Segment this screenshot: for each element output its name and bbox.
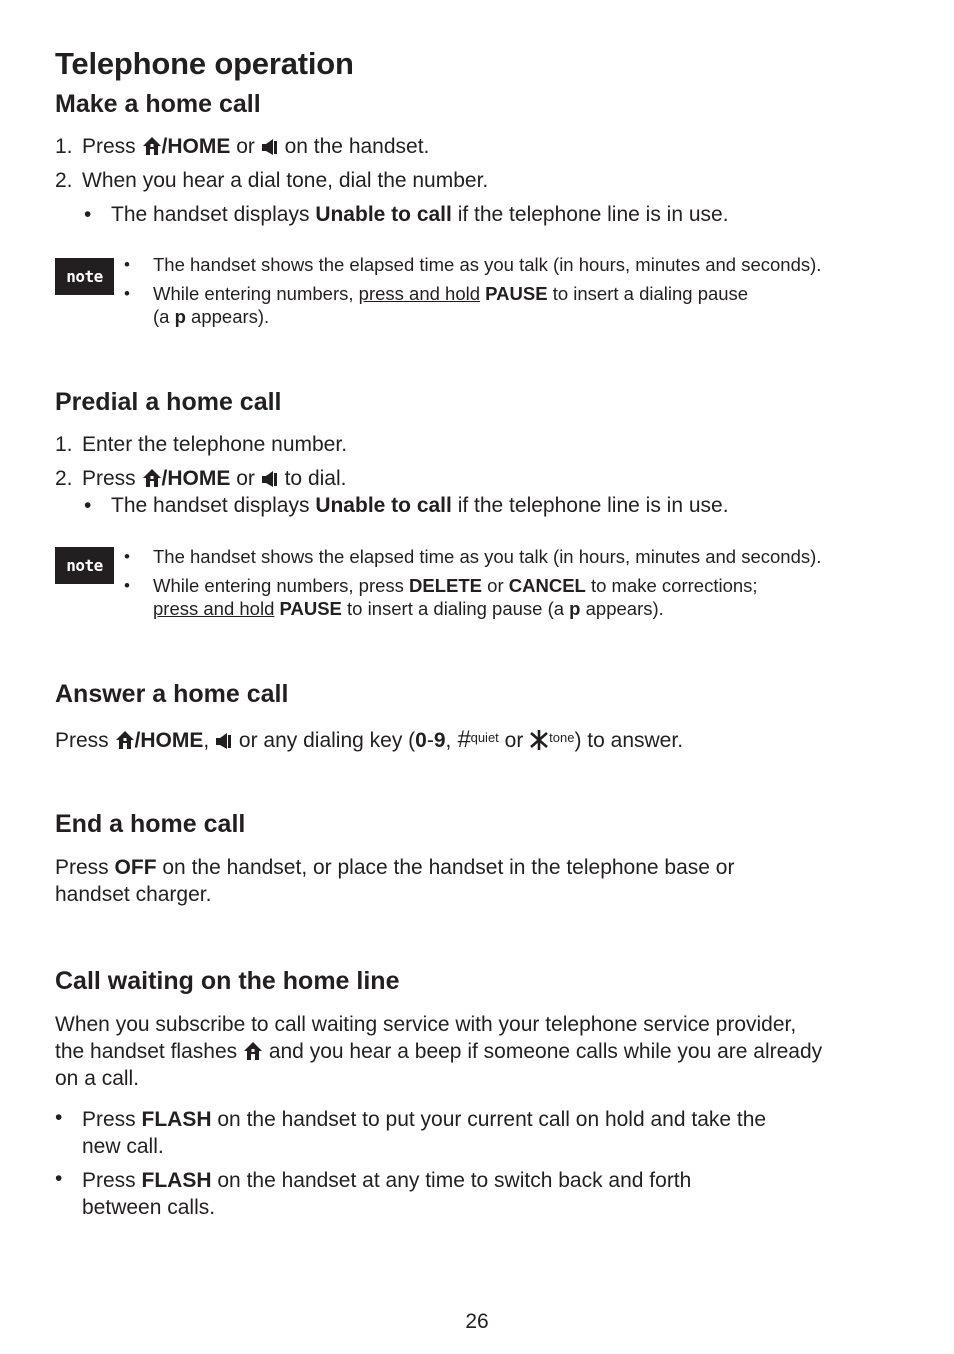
waiting-p-line1: When you subscribe to call waiting service with your telephone service provider,	[55, 1013, 797, 1036]
waiting-b2-dot: •	[55, 1167, 63, 1190]
make-note2-l2-bold: p	[174, 306, 186, 327]
make-bullet-post: if the telephone line is in use.	[457, 203, 729, 226]
predial-bullet-pre: The handset displays	[111, 494, 310, 517]
page-number: 26	[465, 1310, 489, 1333]
make-step1-home: /HOME	[161, 135, 231, 158]
make-note2-underline: press and hold	[358, 283, 481, 304]
predial-note2-line2	[153, 597, 664, 620]
answer-or: or	[504, 729, 524, 752]
answer-home: /HOME	[134, 729, 204, 752]
make-note2-dot: •	[124, 284, 130, 303]
answer-comma2: ,	[445, 729, 452, 752]
predial-step2-end: to dial.	[284, 467, 347, 490]
make-note1-dot: •	[124, 255, 130, 274]
make-bullet	[111, 203, 729, 227]
waiting-b1-dot: •	[55, 1106, 63, 1129]
home-icon	[115, 730, 135, 757]
predial-bullet	[111, 494, 729, 518]
predial-step2-press: Press	[82, 467, 136, 490]
make-step1-number: 1.	[55, 135, 73, 158]
make-note2-pre: While entering numbers,	[153, 283, 354, 304]
make-note2-l2-pre: (a	[153, 306, 170, 327]
predial-step1-number: 1.	[55, 433, 73, 456]
speaker-icon	[215, 730, 233, 757]
answer-key-0: 0	[415, 729, 427, 752]
waiting-heading: Call waiting on the home line	[55, 967, 400, 995]
answer-press: Press	[55, 729, 109, 752]
predial-step2	[82, 467, 346, 494]
make-step1-press: Press	[82, 135, 136, 158]
waiting-b2-post: on the handset at any time to switch back and forth	[217, 1169, 692, 1192]
predial-step2-or: or	[236, 467, 255, 490]
waiting-b2-flash: FLASH	[141, 1169, 212, 1192]
predial-bullet-dot: •	[84, 494, 92, 517]
make-step2: When you hear a dial tone, dial the number.	[82, 169, 489, 192]
make-note-badge: note	[55, 258, 114, 295]
predial-bullet-post: if the telephone line is in use.	[457, 494, 729, 517]
predial-bullet-bold: Unable to call	[315, 494, 452, 517]
end-heading: End a home call	[55, 810, 246, 838]
make-call-heading: Make a home call	[55, 90, 261, 118]
make-note2-line2	[153, 305, 269, 328]
waiting-b1-flash: FLASH	[141, 1108, 212, 1131]
make-bullet-pre: The handset displays	[111, 203, 310, 226]
make-step1-or: or	[236, 135, 255, 158]
make-step1	[82, 135, 429, 162]
end-l1-post: on the handset, or place the handset in the telephone base or	[162, 856, 735, 879]
make-step1-end: on the handset.	[284, 135, 430, 158]
waiting-b1-line2: new call.	[82, 1135, 164, 1158]
predial-step1: Enter the telephone number.	[82, 433, 348, 456]
home-icon	[243, 1041, 263, 1068]
predial-note2-or: or	[487, 575, 504, 596]
predial-note2-l2-p: p	[569, 598, 581, 619]
end-line2: handset charger.	[55, 883, 212, 906]
predial-heading: Predial a home call	[55, 388, 282, 416]
star-key-icon	[529, 730, 549, 757]
make-bullet-bold: Unable to call	[315, 203, 452, 226]
predial-note2-l2-underline: press and hold	[153, 598, 275, 619]
make-note2	[153, 282, 748, 305]
make-note1: The handset shows the elapsed time as you talk (in hours, minutes and seconds).	[153, 254, 822, 275]
predial-note2-delete: DELETE	[409, 575, 483, 596]
predial-note2-pre: While entering numbers, press	[153, 575, 404, 596]
waiting-b1	[82, 1106, 766, 1133]
predial-note2-l2-pause: PAUSE	[279, 598, 342, 619]
waiting-p-l2-post: and you hear a beep if someone calls while you are already	[268, 1040, 823, 1063]
end-off: OFF	[114, 856, 157, 879]
speaker-icon	[261, 470, 279, 494]
hash-key-icon: #	[457, 726, 471, 753]
answer-heading: Answer a home call	[55, 680, 289, 708]
predial-note1-dot: •	[124, 547, 130, 566]
waiting-b2-line2: between calls.	[82, 1196, 216, 1219]
speaker-icon	[261, 138, 279, 162]
end-line1	[55, 854, 734, 881]
predial-note1: The handset shows the elapsed time as you talk (in hours, minutes and seconds).	[153, 546, 822, 567]
make-note2-post: to insert a dialing pause	[552, 283, 749, 304]
make-bullet-dot: •	[84, 203, 92, 226]
answer-mid: or any dialing key (	[238, 729, 416, 752]
answer-dash: -	[426, 729, 434, 752]
make-step2-number: 2.	[55, 169, 73, 192]
home-icon	[142, 468, 162, 494]
waiting-p-l2-pre: the handset flashes	[55, 1040, 238, 1063]
answer-quiet: quiet	[470, 730, 499, 745]
answer-tone: tone	[549, 730, 575, 745]
answer-key-9: 9	[433, 729, 446, 752]
waiting-b2	[82, 1167, 691, 1194]
predial-note-badge: note	[55, 547, 114, 584]
answer-text	[55, 724, 683, 757]
predial-note2-dot: •	[124, 576, 130, 595]
waiting-p-line2	[55, 1038, 822, 1068]
predial-note2-cancel: CANCEL	[508, 575, 586, 596]
make-note2-bold: PAUSE	[485, 283, 548, 304]
waiting-b2-press: Press	[82, 1169, 136, 1192]
predial-note2-l2-mid: to insert a dialing pause (a	[347, 598, 565, 619]
waiting-b1-press: Press	[82, 1108, 136, 1131]
page-title: Telephone operation	[55, 46, 354, 81]
waiting-b1-post: on the handset to put your current call on hold and take the	[217, 1108, 767, 1131]
predial-note2-post: to make corrections;	[590, 575, 758, 596]
home-icon	[142, 136, 162, 162]
predial-note2-l2-end: appears).	[585, 598, 664, 619]
waiting-p-line3: on a call.	[55, 1067, 140, 1090]
answer-end: ) to answer.	[574, 729, 684, 752]
answer-comma: ,	[203, 729, 210, 752]
end-press: Press	[55, 856, 109, 879]
predial-step2-home: /HOME	[161, 467, 231, 490]
predial-note2	[153, 574, 758, 597]
predial-step2-number: 2.	[55, 467, 73, 490]
make-note2-l2-post: appears).	[191, 306, 270, 327]
